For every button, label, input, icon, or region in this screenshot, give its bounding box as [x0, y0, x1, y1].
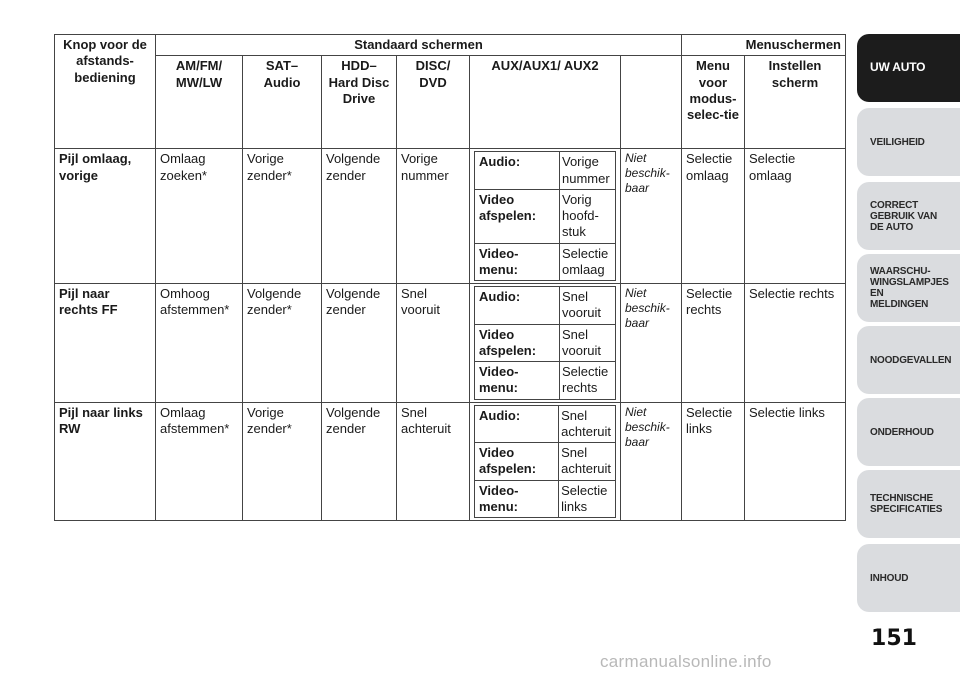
cell-settings: Selectie links [745, 402, 846, 521]
cell-menu: Selectie omlaag [682, 149, 745, 284]
tab-uw-auto[interactable] [857, 34, 960, 102]
aux-value: Vorig hoofd-stuk [560, 189, 616, 243]
row-control: Pijl naar links RW [55, 402, 156, 521]
tab-label: VEILIGHEID [870, 136, 925, 148]
aux-label: Video afspelen: [475, 189, 560, 243]
cell-menu: Selectie rechts [682, 284, 745, 403]
cell-not-available: Niet beschik-baar [621, 284, 682, 403]
cell-not-available: Niet beschik-baar [621, 402, 682, 521]
cell-sat: Vorige zender* [243, 402, 322, 521]
aux-label: Audio: [475, 405, 559, 443]
cell-amfm: Omlaag afstemmen* [156, 402, 243, 521]
cell-aux [470, 284, 621, 403]
aux-label: Video afspelen: [475, 324, 560, 362]
row-control: Pijl naar rechts FF [55, 284, 156, 403]
cell-amfm: Omhoog afstemmen* [156, 284, 243, 403]
chapter-tabs [857, 0, 960, 620]
table-row [55, 149, 846, 284]
aux-value: Snel vooruit [560, 287, 616, 325]
tab-veiligheid[interactable] [857, 108, 960, 176]
aux-subtable [474, 286, 616, 400]
header-menu-screens: Menuschermen [682, 35, 846, 56]
cell-disc: Snel vooruit [397, 284, 470, 403]
aux-value: Snel achteruit [559, 405, 616, 443]
tab-correct-gebruik[interactable] [857, 182, 960, 250]
tab-label: ONDERHOUD [870, 426, 934, 438]
aux-value: Snel achteruit [559, 443, 616, 481]
header-aux: AUX/AUX1/ AUX2 [470, 56, 621, 149]
cell-aux [470, 402, 621, 521]
tab-noodgevallen[interactable] [857, 326, 960, 394]
cell-aux [470, 149, 621, 284]
tab-label: INHOUD [870, 572, 909, 584]
cell-settings: Selectie omlaag [745, 149, 846, 284]
tab-label: TECHNISCHE SPECIFICATIES [870, 493, 943, 515]
tab-onderhoud[interactable] [857, 398, 960, 466]
aux-value: Selectie rechts [560, 362, 616, 400]
header-empty [621, 56, 682, 149]
cell-hdd: Volgende zender [322, 402, 397, 521]
header-control: Knop voor de afstands-bediening [55, 35, 156, 149]
cell-disc: Vorige nummer [397, 149, 470, 284]
header-amfm: AM/FM/ MW/LW [156, 56, 243, 149]
header-menu-mode: Menu voor modus-selec-tie [682, 56, 745, 149]
header-disc: DISC/ DVD [397, 56, 470, 149]
header-row-columns [55, 56, 846, 149]
aux-label: Audio: [475, 152, 560, 190]
cell-sat: Volgende zender* [243, 284, 322, 403]
aux-subtable [474, 151, 616, 281]
remote-control-table [54, 34, 846, 521]
cell-amfm: Omlaag zoeken* [156, 149, 243, 284]
tab-waarschuwingslampjes[interactable] [857, 254, 960, 322]
tab-label: NOODGEVALLEN [870, 354, 952, 366]
aux-label: Video afspelen: [475, 443, 559, 481]
header-hdd: HDD– Hard Disc Drive [322, 56, 397, 149]
aux-label: Video-menu: [475, 243, 560, 281]
tab-technische-specificaties[interactable] [857, 470, 960, 538]
cell-settings: Selectie rechts [745, 284, 846, 403]
cell-sat: Vorige zender* [243, 149, 322, 284]
row-control: Pijl omlaag, vorige [55, 149, 156, 284]
tab-inhoud[interactable] [857, 544, 960, 612]
aux-value: Snel vooruit [560, 324, 616, 362]
aux-value: Vorige nummer [560, 152, 616, 190]
cell-not-available: Niet beschik-baar [621, 149, 682, 284]
header-standard-screens: Standaard schermen [156, 35, 682, 56]
aux-value: Selectie links [559, 480, 616, 518]
aux-label: Video-menu: [475, 480, 559, 518]
header-sat: SAT– Audio [243, 56, 322, 149]
tab-label: UW AUTO [870, 60, 926, 75]
cell-hdd: Volgende zender [322, 284, 397, 403]
aux-label: Audio: [475, 287, 560, 325]
watermark: carmanualsonline.info [600, 652, 772, 671]
aux-label: Video-menu: [475, 362, 560, 400]
header-row-groups [55, 35, 846, 56]
cell-hdd: Volgende zender [322, 149, 397, 284]
tab-label: CORRECT GEBRUIK VAN DE AUTO [870, 199, 938, 233]
aux-value: Selectie omlaag [560, 243, 616, 281]
cell-disc: Snel achteruit [397, 402, 470, 521]
table-row [55, 402, 846, 521]
cell-menu: Selectie links [682, 402, 745, 521]
aux-subtable [474, 405, 616, 519]
header-settings: Instellen scherm [745, 56, 846, 149]
table-row [55, 284, 846, 403]
page-number: 151 [871, 626, 917, 651]
tab-label: WAARSCHU-WINGSLAMPJES EN MELDINGEN [870, 266, 949, 310]
